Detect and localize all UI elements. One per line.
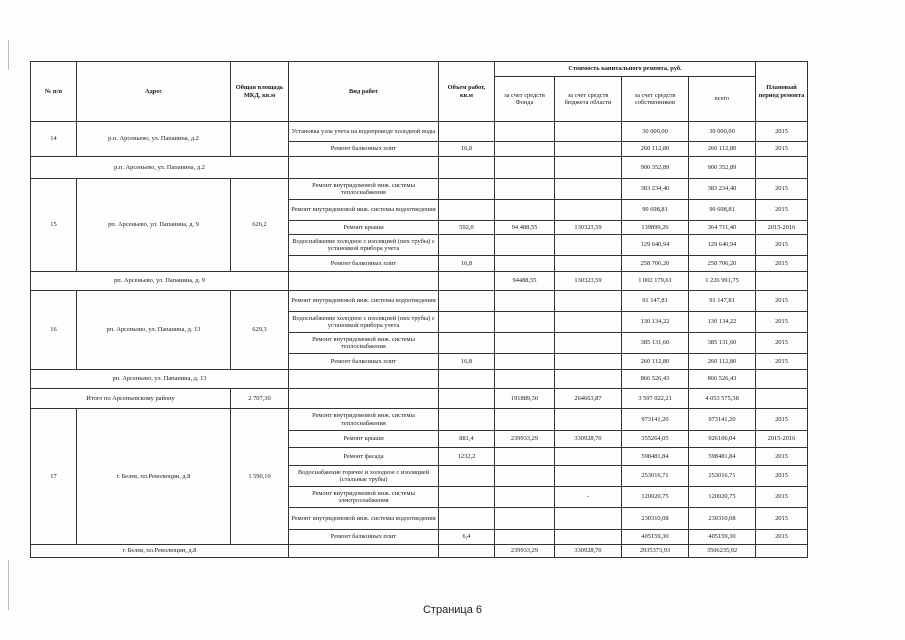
row-fund — [495, 235, 555, 256]
empty-cell — [495, 157, 555, 179]
district-total-label: Итого по Арсеньевскому району — [31, 389, 231, 409]
empty-cell — [555, 157, 622, 179]
row-period: 2015 — [756, 122, 808, 142]
row-total: 120020,75 — [689, 487, 756, 508]
subtotal-row — [31, 370, 808, 389]
row-num: 16 — [31, 291, 77, 370]
row-fund — [495, 354, 555, 370]
empty-cell — [439, 389, 495, 409]
row-fund — [495, 508, 555, 530]
row-fund — [495, 291, 555, 312]
district-total-region: 264663,87 — [555, 389, 622, 409]
row-volume: 16,8 — [439, 142, 495, 157]
row-region: 130323,59 — [555, 221, 622, 235]
row-period: 2015 — [756, 312, 808, 333]
empty-cell — [289, 389, 439, 409]
row-work: Ремонт балконных плит — [289, 354, 439, 370]
empty-cell — [289, 545, 439, 558]
row-work: Ремонт балконных плит — [289, 142, 439, 157]
row-work: Ремонт внутридомовой инж. системы теплоснабжения — [289, 179, 439, 200]
scan-edge-mark — [8, 560, 9, 610]
row-owners: 260 112,80 — [622, 142, 689, 157]
row-period: 2015 — [756, 142, 808, 157]
row-total: 130 134,22 — [689, 312, 756, 333]
row-work: Ремонт внутридомовой инж. системы теплоснабжения — [289, 409, 439, 431]
row-region — [555, 179, 622, 200]
col-num: № п/п — [31, 62, 77, 122]
row-region — [555, 256, 622, 272]
row-area: 626,2 — [231, 179, 289, 272]
col-cost-group: Стоимость капитального ремонта, руб. — [495, 62, 756, 77]
row-work: Ремонт внутридомовой инж. системы водоотведения — [289, 508, 439, 530]
row-volume — [439, 179, 495, 200]
district-total-area: 2 707,30 — [231, 389, 289, 409]
row-volume — [439, 291, 495, 312]
row-volume — [439, 508, 495, 530]
row-total: 926106,04 — [689, 431, 756, 448]
row-work: Ремонт балконных плит — [289, 530, 439, 545]
row-total: 598481,84 — [689, 448, 756, 466]
row-total: 364 711,40 — [689, 221, 756, 235]
empty-cell — [439, 272, 495, 291]
empty-cell — [756, 545, 808, 558]
row-volume — [439, 235, 495, 256]
empty-cell — [439, 370, 495, 389]
row-period: 2015 — [756, 291, 808, 312]
row-work: Ремонт фасада — [289, 448, 439, 466]
row-owners: 260 112,80 — [622, 354, 689, 370]
row-work: Ремонт крыши — [289, 221, 439, 235]
row-region — [555, 530, 622, 545]
subtotal-label: рп. Арсеньево, ул. Папанина, д. 13 — [31, 370, 289, 389]
row-volume — [439, 487, 495, 508]
row-fund: 239933,29 — [495, 431, 555, 448]
table-row — [31, 122, 808, 142]
row-address: р.п. Арсеньево, ул. Папанина, д.2 — [77, 122, 231, 157]
row-region — [555, 409, 622, 431]
col-owners: за счет средств собственников — [622, 77, 689, 122]
row-total: 260 112,80 — [689, 142, 756, 157]
row-volume: 881,4 — [439, 431, 495, 448]
row-total: 90 698,81 — [689, 200, 756, 221]
empty-cell — [756, 389, 808, 409]
row-period: 2015 — [756, 487, 808, 508]
row-total: 973141,20 — [689, 409, 756, 431]
row-area: 1 590,10 — [231, 409, 289, 545]
row-volume — [439, 122, 495, 142]
row-region — [555, 291, 622, 312]
row-work: Ремонт внутридомовой инж. системы водоотведения — [289, 291, 439, 312]
subtotal-fund: 94488,55 — [495, 272, 555, 291]
row-work: Ремонт внутридомовой инж. системы теплоснабжения — [289, 333, 439, 354]
row-total: 253016,71 — [689, 466, 756, 487]
row-region — [555, 466, 622, 487]
row-fund — [495, 333, 555, 354]
row-num: 14 — [31, 122, 77, 157]
row-address: рп. Арсеньево, ул. Папанина, д. 9 — [77, 179, 231, 272]
row-work: Водоснабжение холодное с изоляцией (пнх трубы) с установкой прибора учета — [289, 235, 439, 256]
empty-cell — [555, 370, 622, 389]
district-total-row — [31, 389, 808, 409]
header-row — [31, 62, 808, 77]
subtotal-total: 866 526,43 — [689, 370, 756, 389]
row-owners: 405159,30 — [622, 530, 689, 545]
row-volume: 6,4 — [439, 530, 495, 545]
row-owners: 90 698,81 — [622, 200, 689, 221]
row-period: 2015 — [756, 466, 808, 487]
row-period: 2015 — [756, 333, 808, 354]
row-volume — [439, 312, 495, 333]
row-volume: 16,8 — [439, 354, 495, 370]
row-fund — [495, 179, 555, 200]
row-owners: 230310,08 — [622, 508, 689, 530]
row-owners: 120020,75 — [622, 487, 689, 508]
empty-cell — [756, 157, 808, 179]
row-work: Ремонт внутридомовой инж. системы электроснабжения — [289, 487, 439, 508]
subtotal-region: 130323,59 — [555, 272, 622, 291]
row-region — [555, 333, 622, 354]
row-period: 2015 — [756, 235, 808, 256]
row-owners: 973141,20 — [622, 409, 689, 431]
row-fund — [495, 487, 555, 508]
row-owners: 253016,71 — [622, 466, 689, 487]
subtotal-label: рп. Арсеньево, ул. Папанина, д. 9 — [31, 272, 289, 291]
row-work: Водоснабжение холодное с изоляцией (пнх трубы) с установкой прибора учета — [289, 312, 439, 333]
scan-edge-mark — [8, 40, 9, 70]
row-region: 330928,70 — [555, 431, 622, 448]
row-period: 2015 — [756, 409, 808, 431]
district-total-owners: 3 597 022,21 — [622, 389, 689, 409]
row-fund — [495, 530, 555, 545]
col-period: Плановый период ремонта — [756, 62, 808, 122]
row-region — [555, 312, 622, 333]
subtotal-total: 900 352,89 — [689, 157, 756, 179]
row-total: 260 112,80 — [689, 354, 756, 370]
col-region: за счет средств бюджета области — [555, 77, 622, 122]
row-period: 2015 — [756, 448, 808, 466]
subtotal-owners: 1 002 179,61 — [622, 272, 689, 291]
row-volume: 16,8 — [439, 256, 495, 272]
row-region — [555, 448, 622, 466]
subtotal-label: р.п. Арсеньево, ул. Папанина, д.2 — [31, 157, 289, 179]
col-work: Вид работ — [289, 62, 439, 122]
subtotal-region: 330928,70 — [555, 545, 622, 558]
col-area: Общая площадь МКД, кв.м — [231, 62, 289, 122]
row-period: 2015-2016 — [756, 221, 808, 235]
row-period: 2015 — [756, 200, 808, 221]
empty-cell — [439, 157, 495, 179]
row-owners: 258 706,20 — [622, 256, 689, 272]
row-num: 17 — [31, 409, 77, 545]
row-total: 30 000,00 — [689, 122, 756, 142]
district-total-fund: 191889,30 — [495, 389, 555, 409]
row-owners: 130 134,22 — [622, 312, 689, 333]
row-period: 2015 — [756, 530, 808, 545]
row-total: 258 706,20 — [689, 256, 756, 272]
col-total: всего — [689, 77, 756, 122]
row-owners: 129 640,94 — [622, 235, 689, 256]
empty-cell — [289, 272, 439, 291]
row-area — [231, 122, 289, 157]
row-total: 129 640,94 — [689, 235, 756, 256]
district-total-total: 4 053 575,38 — [689, 389, 756, 409]
row-owners: 30 000,00 — [622, 122, 689, 142]
row-work: Водоснабжение горячее и холодное с изоляцией (стальные трубы) — [289, 466, 439, 487]
subtotal-total: 1 226 991,75 — [689, 272, 756, 291]
row-work: Ремонт внутридомовой инж. системы водоотведения — [289, 200, 439, 221]
empty-cell — [289, 157, 439, 179]
row-owners: 355264,05 — [622, 431, 689, 448]
row-region — [555, 508, 622, 530]
subtotal-owners: 866 526,43 — [622, 370, 689, 389]
row-period: 2015 — [756, 354, 808, 370]
subtotal-row — [31, 157, 808, 179]
col-address: Адрес — [77, 62, 231, 122]
row-region — [555, 200, 622, 221]
col-fund: за счет средств Фонда — [495, 77, 555, 122]
page-number: Страница 6 — [422, 604, 483, 616]
row-work: Установка узла учета на водопроводе холодной воды — [289, 122, 439, 142]
table-row — [31, 409, 808, 431]
row-total: 385 131,60 — [689, 333, 756, 354]
row-owners: 91 147,81 — [622, 291, 689, 312]
row-fund — [495, 142, 555, 157]
row-owners: 139899,26 — [622, 221, 689, 235]
row-volume — [439, 200, 495, 221]
row-volume: 1232,2 — [439, 448, 495, 466]
subtotal-fund: 239933,29 — [495, 545, 555, 558]
empty-cell — [439, 545, 495, 558]
row-period: 2015 — [756, 508, 808, 530]
row-fund — [495, 256, 555, 272]
row-owners: 385 131,60 — [622, 333, 689, 354]
row-address: г. Белев, пл.Революции, д.8 — [77, 409, 231, 545]
row-region — [555, 235, 622, 256]
row-total: 383 234,40 — [689, 179, 756, 200]
row-address: рп. Арсеньево, ул. Папанина, д. 13 — [77, 291, 231, 370]
row-fund — [495, 409, 555, 431]
row-owners: 598481,84 — [622, 448, 689, 466]
row-region — [555, 142, 622, 157]
table-row — [31, 291, 808, 312]
row-work: Ремонт крыши — [289, 431, 439, 448]
empty-cell — [289, 370, 439, 389]
row-period: 2015-2016 — [756, 431, 808, 448]
subtotal-row — [31, 272, 808, 291]
row-area: 629,3 — [231, 291, 289, 370]
row-volume: 592,0 — [439, 221, 495, 235]
col-volume: Объем работ, кв.м — [439, 62, 495, 122]
row-period: 2015 — [756, 179, 808, 200]
row-period: 2015 — [756, 256, 808, 272]
row-fund — [495, 466, 555, 487]
subtotal-label: г. Белев, пл.Революции, д.8 — [31, 545, 289, 558]
row-volume — [439, 409, 495, 431]
subtotal-row — [31, 545, 808, 558]
capital-repair-table — [30, 61, 808, 558]
row-total: 230310,08 — [689, 508, 756, 530]
row-fund — [495, 122, 555, 142]
row-owners: 383 234,40 — [622, 179, 689, 200]
table-row — [31, 179, 808, 200]
empty-cell — [495, 370, 555, 389]
row-fund — [495, 200, 555, 221]
row-volume — [439, 466, 495, 487]
row-work: Ремонт балконных плит — [289, 256, 439, 272]
row-region — [555, 354, 622, 370]
row-num: 15 — [31, 179, 77, 272]
row-total: 91 147,81 — [689, 291, 756, 312]
row-total: 405159,30 — [689, 530, 756, 545]
row-fund — [495, 312, 555, 333]
row-region — [555, 122, 622, 142]
row-volume — [439, 333, 495, 354]
empty-cell — [756, 370, 808, 389]
subtotal-owners: 900 352,89 — [622, 157, 689, 179]
row-region: - — [555, 487, 622, 508]
row-fund: 94 488,55 — [495, 221, 555, 235]
subtotal-owners: 2935373,93 — [622, 545, 689, 558]
subtotal-total: 3506235,92 — [689, 545, 756, 558]
empty-cell — [756, 272, 808, 291]
row-fund — [495, 448, 555, 466]
